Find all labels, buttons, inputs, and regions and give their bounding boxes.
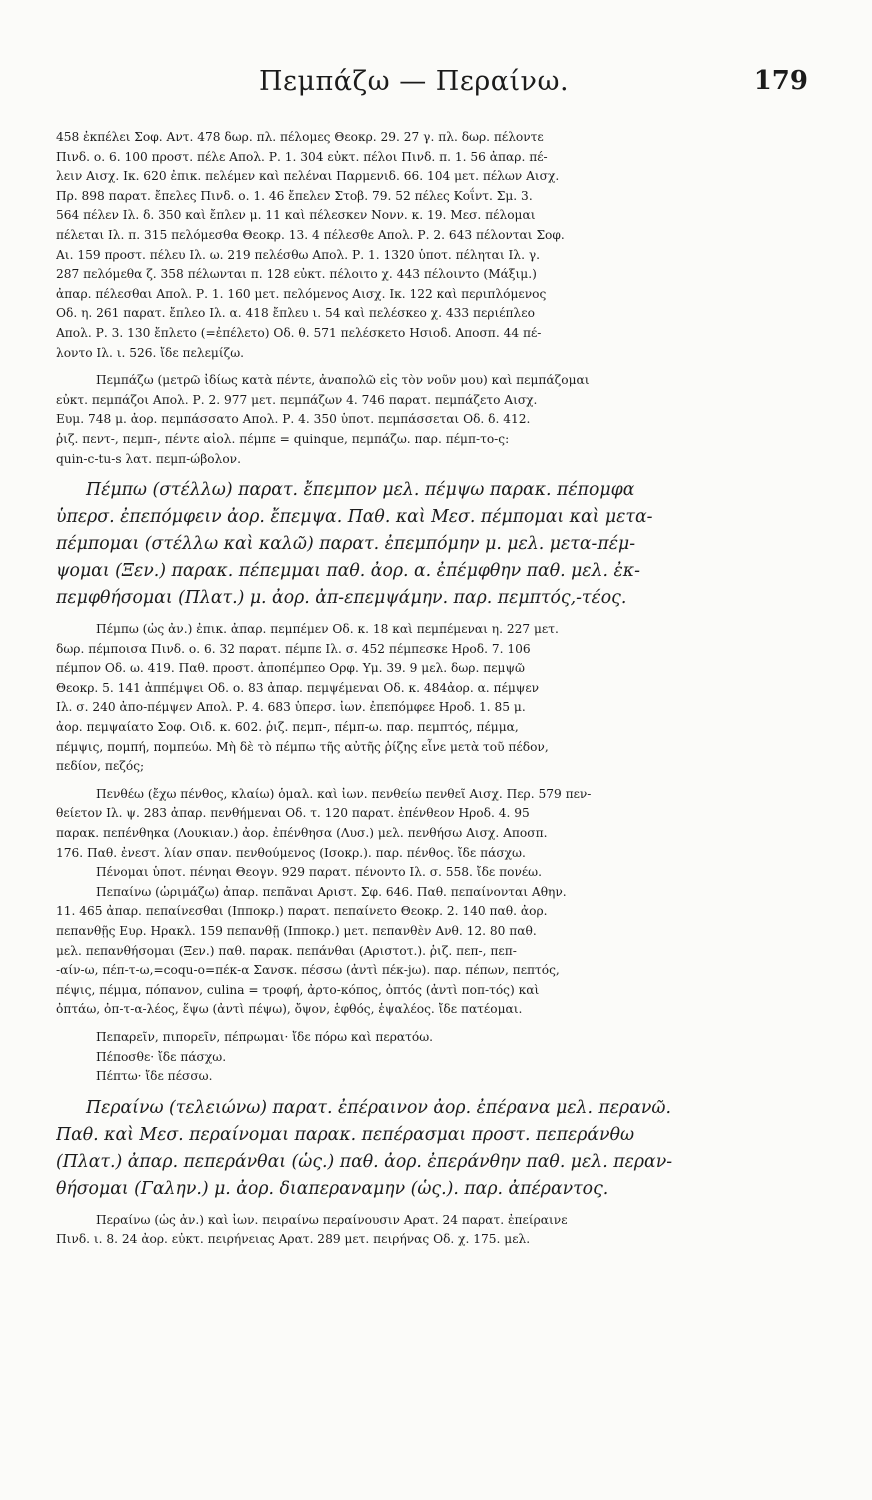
- text-line: πέμψις, πομπή, πομπεύω. Μὴ δὲ τὸ πέμπω τῆς αὐτῆς ῥίζης εἶνε μετὰ τοῦ πέδον,: [56, 739, 549, 754]
- text-line: ὀπτάω, ὀπ-τ-α-λέος, ἕψω (ἀντὶ πέψω), ὄψον, ἑφθός, ἑψαλέος. ἴδε πατέομαι.: [56, 1002, 523, 1017]
- entry-pempo-forms: [56, 620, 756, 777]
- text-line: θείετον Ιλ. ψ. 283 ἀπαρ. πενθήμεναι Οδ. τ. 120 παρατ. ἐπένθεον Ηροδ. 4. 95: [56, 806, 530, 821]
- page-number: 179: [753, 66, 808, 96]
- text-line: (Πλατ.) ἀπαρ. πεπεράνθαι (ὡς.) παθ. ἀορ. ἐπεράνθην παθ. μελ. περαν-: [56, 1151, 673, 1172]
- text-line: Ιλ. σ. 240 ἀπο-πέμψεν Απολ. Ρ. 4. 683 ὑπερσ. ἰων. ἐπεπόμφεε Ηροδ. 1. 85 μ.: [56, 700, 526, 715]
- text-line: ῥιζ. πεντ-, πεμπ-, πέντε αἰολ. πέμπε = quinque, πεμπάζω. παρ. πέμπ-το-ς:: [56, 431, 510, 446]
- running-title: Πεμπάζω — Περαίνω.: [258, 66, 570, 97]
- text-line: 176. Παθ. ἐνεστ. λίαν σπαν. πενθούμενος (Ισοκρ.). παρ. πένθος. ἴδε πάσχω.: [56, 845, 526, 860]
- text-line: Θεοκρ. 5. 141 ἀππέμψει Οδ. ο. 83 ἀπαρ. πεμψέμεναι Οδ. κ. 484ἀορ. α. πέμψεν: [56, 680, 540, 695]
- page-header: [56, 66, 808, 106]
- text-line: quin-c-tu-s λατ. πεμπ-ώβολον.: [56, 451, 241, 466]
- text-line: Πενθέω (ἔχω πένθος, κλαίω) ὁμαλ. καὶ ἰων. πενθείω πενθεῖ Αισχ. Περ. 579 πεν-: [96, 786, 592, 801]
- text-line: Ευμ. 748 μ. ἀορ. πεμπάσσατο Απολ. Ρ. 4. 350 ὑποτ. πεμπάσσεται Οδ. δ. 412.: [56, 412, 531, 427]
- text-line: 458 ἐκπέλει Σοφ. Αντ. 478 δωρ. πλ. πέλομες Θεοκρ. 29. 27 γ. πλ. δωρ. πέλοντε: [56, 130, 544, 144]
- text-line: δωρ. πέμποισα Πινδ. ο. 6. 32 παρατ. πέμπε Ιλ. σ. 452 πέμπεσκε Ηροδ. 7. 106: [56, 641, 531, 656]
- text-line: Οδ. η. 261 παρατ. ἔπλεο Ιλ. α. 418 ἔπλευ ι. 54 καὶ πελέσκεο χ. 433 περιέπλεο: [56, 306, 535, 321]
- cross-ref-line: Πέπτω· ἴδε πέσσω.: [96, 1069, 213, 1084]
- text-line: εὐκτ. πεμπάζοι Απολ. Ρ. 2. 977 μετ. πεμπάζων 4. 746 παρατ. πεμπάζετο Αισχ.: [56, 392, 538, 407]
- entry-pepaino: [56, 883, 756, 1020]
- cross-ref-line: Πεπαρεῖν, πιπορεῖν, πέπρωμαι· ἴδε πόρω καὶ περατόω.: [96, 1029, 434, 1044]
- entry-pempo-main: [56, 477, 756, 612]
- text-line: ψομαι (Ξεν.) παρακ. πέπεμμαι παθ. ἀορ. α. ἐπέμφθην παθ. μελ. ἐκ-: [56, 561, 640, 582]
- text-line: Πεπαίνω (ὡριμάζω) ἀπαρ. πεπᾶναι Αριστ. Σφ. 646. Παθ. πεπαίνονται Αθην.: [96, 884, 567, 899]
- text-line: 564 πέλεν Ιλ. δ. 350 καὶ ἔπλεν μ. 11 καὶ πέλεσκεν Νονν. κ. 19. Μεσ. πέλομαι: [56, 208, 536, 223]
- text-line: πεπανθῇς Ευρ. Ηρακλ. 159 πεπανθῇ (Ιπποκρ.) μετ. πεπανθὲν Ανθ. 12. 80 παθ.: [56, 924, 537, 938]
- cross-ref-line: Πέποσθε· ἴδε πάσχω.: [96, 1049, 227, 1064]
- text-line: 287 πελόμεθα ζ. 358 πέλωνται π. 128 εὐκτ. πέλοιτο χ. 443 πέλοιντο (Μάξιμ.): [56, 267, 537, 282]
- entry-pempazo: [56, 371, 756, 469]
- text-line: Πινδ. ι. 8. 24 ἀορ. εὐκτ. πειρήνειας Αρατ. 289 μετ. πειρήνας Οδ. χ. 175. μελ.: [56, 1232, 531, 1247]
- entry-penomai: [56, 863, 756, 883]
- entry-pelo-continuation: [56, 128, 756, 363]
- text-line: θήσομαι (Γαλην.) μ. ἀορ. διαπεραναμην (ὡς.). παρ. ἀπέραντος.: [56, 1178, 609, 1199]
- text-line: λειν Αισχ. Ικ. 620 ἐπικ. πελέμεν καὶ πελέναι Παρμενιδ. 66. 104 μετ. πέλων Αισχ.: [56, 169, 560, 184]
- text-line: ἀπαρ. πέλεσθαι Απολ. Ρ. 1. 160 μετ. πελόμενος Αισχ. Ικ. 122 καὶ περιπλόμενος: [56, 286, 547, 301]
- entry-pentheo: [56, 785, 756, 863]
- text-line: Περαίνω (τελειώνω) παρατ. ἐπέραινον ἀορ. ἐπέρανα μελ. περανῶ.: [86, 1097, 671, 1118]
- cross-references: [56, 1028, 756, 1087]
- text-line: Απολ. Ρ. 3. 130 ἔπλετο (=ἐπέλετο) Οδ. θ. 571 πελέσκετο Ησιοδ. Αποσπ. 44 πέ-: [56, 325, 542, 340]
- text-line: Πεμπάζω (μετρῶ ἰδίως κατὰ πέντε, ἀναπολῶ εἰς τὸν νοῦν μου) καὶ πεμπάζομαι: [96, 373, 590, 388]
- text-line: 11. 465 ἀπαρ. πεπαίνεσθαι (Ιπποκρ.) παρατ. πεπαίνετο Θεοκρ. 2. 140 παθ. ἀορ.: [56, 904, 548, 919]
- entry-peraino-main: [56, 1095, 756, 1203]
- text-line: ἀορ. πεμψαίατο Σοφ. Οιδ. κ. 602. ῥιζ. πεμπ-, πέμπ-ω. παρ. πεμπτός, πέμμα,: [56, 720, 519, 735]
- text-line: λοντο Ιλ. ι. 526. ἴδε πελεμίζω.: [56, 345, 245, 360]
- text-line: Περαίνω (ὡς ἀν.) καὶ ἰων. πειραίνω περαίνουσιν Αρατ. 24 παρατ. ἐπείραινε: [96, 1212, 568, 1227]
- text-line: Πρ. 898 παρατ. ἔπελες Πινδ. ο. 1. 46 ἔπελεν Στοβ. 79. 52 πέλες Κοΐντ. Σμ. 3.: [56, 188, 533, 203]
- text-line: Πέμπω (ὡς ἀν.) ἐπικ. ἀπαρ. πεμπέμεν Οδ. κ. 18 καὶ πεμπέμεναι η. 227 μετ.: [96, 622, 559, 637]
- text-line: Πένομαι ὑποτ. πένηαι Θεογν. 929 παρατ. πένοντο Ιλ. σ. 558. ἴδε πονέω.: [96, 865, 542, 880]
- text-line: Αι. 159 προστ. πέλευ Ιλ. ω. 219 πελέσθω Απολ. Ρ. 1. 1320 ὑποτ. πέληται Ιλ. γ.: [56, 247, 541, 262]
- page-body: [56, 128, 756, 1250]
- text-line: πέμπον Οδ. ω. 419. Παθ. προστ. ἀποπέμπεο Ορφ. Υμ. 39. 9 μελ. δωρ. πεμψῶ: [56, 661, 525, 676]
- text-line: -αίν-ω, πέπ-τ-ω,=coqu-o=πέκ-α Σανσκ. πέσσω (ἀντὶ πέκ-jω). παρ. πέπων, πεπτός,: [56, 963, 560, 978]
- text-line: πεδίον, πεζός;: [56, 759, 145, 774]
- text-line: πέλεται Ιλ. π. 315 πελόμεσθα Θεοκρ. 13. 4 πέλεσθε Απολ. Ρ. 2. 643 πέλονται Σοφ.: [56, 227, 565, 242]
- entry-peraino-forms: [56, 1211, 756, 1250]
- text-line: πέψις, πέμμα, πόπανον, culina = τροφή, ἀρτο-κόπος, ὀπτός (ἀντὶ ποπ-τός) καὶ: [56, 982, 540, 997]
- text-line: ὑπερσ. ἐπεπόμφειν ἀορ. ἔπεμψα. Παθ. καὶ Μεσ. πέμπομαι καὶ μετα-: [56, 507, 653, 528]
- text-line: πεμφθήσομαι (Πλατ.) μ. ἀορ. ἀπ-επεμψάμην. παρ. πεμπτός,-τέος.: [56, 588, 627, 609]
- text-line: Πινδ. ο. 6. 100 προστ. πέλε Απολ. Ρ. 1. 304 εὐκτ. πέλοι Πινδ. π. 1. 56 ἀπαρ. πέ-: [56, 149, 548, 164]
- text-line: Πέμπω (στέλλω) παρατ. ἔπεμπον μελ. πέμψω παρακ. πέπομφα: [86, 480, 635, 501]
- text-line: Παθ. καὶ Μεσ. περαίνομαι παρακ. πεπέρασμαι προστ. πεπεράνθω: [56, 1124, 635, 1145]
- text-line: παρακ. πεπένθηκα (Λουκιαν.) ἀορ. ἐπένθησα (Λυσ.) μελ. πενθήσω Αισχ. Αποσπ.: [56, 826, 548, 841]
- text-line: πέμπομαι (στέλλω καὶ καλῶ) παρατ. ἐπεμπόμην μ. μελ. μετα-πέμ-: [56, 534, 636, 555]
- text-line: μελ. πεπανθήσομαι (Ξεν.) παθ. παρακ. πεπάνθαι (Αριστοτ.). ῥιζ. πεπ-, πεπ-: [56, 943, 517, 958]
